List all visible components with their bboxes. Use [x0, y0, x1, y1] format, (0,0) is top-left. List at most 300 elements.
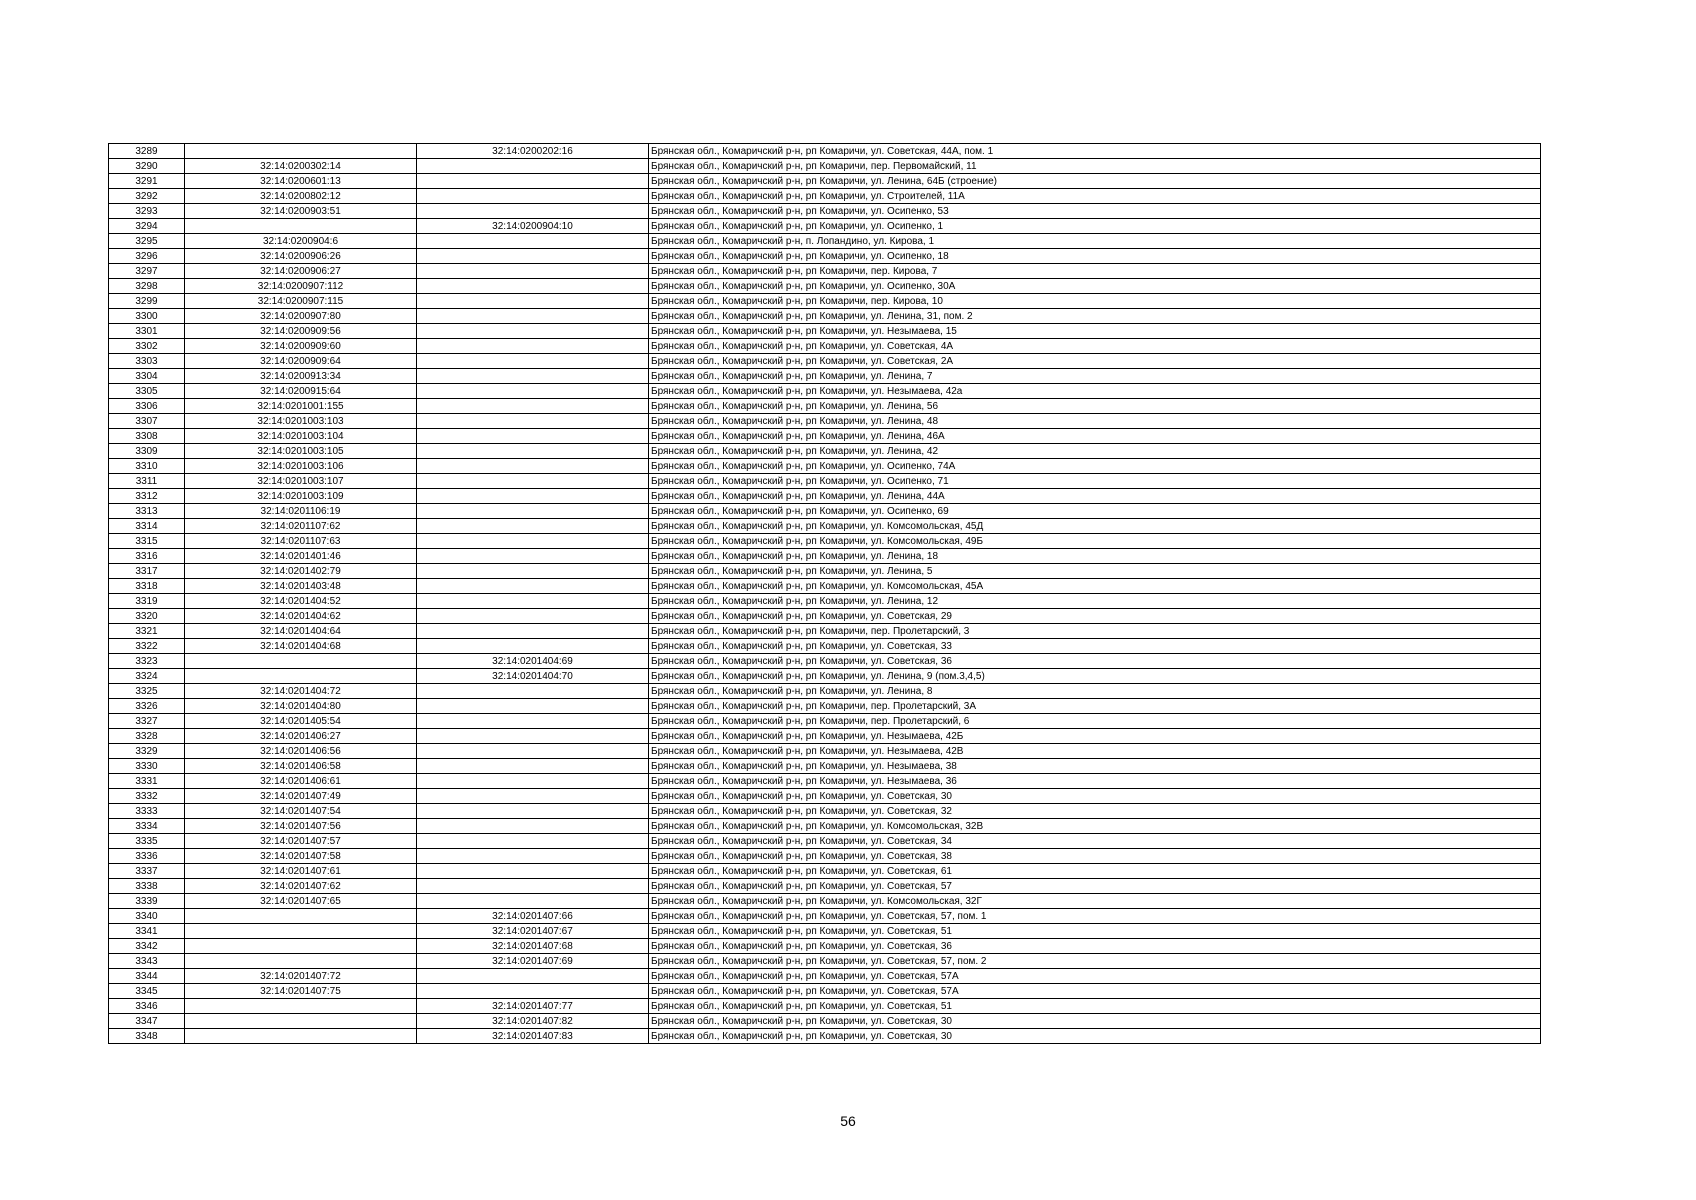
address-cell: Брянская обл., Комаричский р-н, рп Комаричи, ул. Советская, 32 [649, 804, 1541, 819]
address-cell: Брянская обл., Комаричский р-н, рп Комаричи, пер. Первомайский, 11 [649, 159, 1541, 174]
row-number-cell: 3317 [109, 564, 185, 579]
row-number-cell: 3338 [109, 879, 185, 894]
table-row [109, 804, 1541, 819]
cadastral-number-alt-cell [417, 519, 649, 534]
row-number-cell: 3292 [109, 189, 185, 204]
address-cell: Брянская обл., Комаричский р-н, рп Комаричи, ул. Осипенко, 69 [649, 504, 1541, 519]
table-row [109, 669, 1541, 684]
cadastral-number-alt-cell [417, 459, 649, 474]
row-number-cell: 3332 [109, 789, 185, 804]
cadastral-number-cell: 32:14:0201407:54 [185, 804, 417, 819]
row-number-cell: 3295 [109, 234, 185, 249]
row-number-cell: 3325 [109, 684, 185, 699]
property-register-table [108, 143, 1541, 1044]
address-cell: Брянская обл., Комаричский р-н, рп Комаричи, ул. Советская, 61 [649, 864, 1541, 879]
cadastral-number-cell: 32:14:0201406:56 [185, 744, 417, 759]
row-number-cell: 3334 [109, 819, 185, 834]
cadastral-number-alt-cell: 32:14:0201407:77 [417, 999, 649, 1014]
table-row [109, 549, 1541, 564]
row-number-cell: 3293 [109, 204, 185, 219]
address-cell: Брянская обл., Комаричский р-н, рп Комаричи, ул. Осипенко, 18 [649, 249, 1541, 264]
table-row [109, 474, 1541, 489]
cadastral-number-cell: 32:14:0201407:49 [185, 789, 417, 804]
cadastral-number-cell [185, 219, 417, 234]
cadastral-number-cell [185, 1014, 417, 1029]
table-row [109, 234, 1541, 249]
cadastral-number-alt-cell [417, 159, 649, 174]
cadastral-number-cell: 32:14:0201404:62 [185, 609, 417, 624]
table-row [109, 924, 1541, 939]
cadastral-number-alt-cell: 32:14:0201407:69 [417, 954, 649, 969]
address-cell: Брянская обл., Комаричский р-н, рп Комаричи, ул. Комсомольская, 45Д [649, 519, 1541, 534]
address-cell: Брянская обл., Комаричский р-н, рп Комаричи, ул. Незымаева, 15 [649, 324, 1541, 339]
table-row [109, 324, 1541, 339]
row-number-cell: 3345 [109, 984, 185, 999]
cadastral-number-alt-cell [417, 249, 649, 264]
table-row [109, 414, 1541, 429]
address-cell: Брянская обл., Комаричский р-н, рп Комаричи, пер. Пролетарский, 3 [649, 624, 1541, 639]
row-number-cell: 3300 [109, 309, 185, 324]
table-row [109, 144, 1541, 159]
cadastral-number-cell: 32:14:0201106:19 [185, 504, 417, 519]
address-cell: Брянская обл., Комаричский р-н, рп Комаричи, ул. Комсомольская, 45А [649, 579, 1541, 594]
cadastral-number-cell: 32:14:0201003:103 [185, 414, 417, 429]
address-cell: Брянская обл., Комаричский р-н, рп Комаричи, ул. Советская, 57 [649, 879, 1541, 894]
row-number-cell: 3299 [109, 294, 185, 309]
table-row [109, 969, 1541, 984]
cadastral-number-alt-cell [417, 339, 649, 354]
table-row [109, 519, 1541, 534]
table-row [109, 294, 1541, 309]
row-number-cell: 3335 [109, 834, 185, 849]
row-number-cell: 3324 [109, 669, 185, 684]
cadastral-number-cell [185, 999, 417, 1014]
cadastral-number-alt-cell [417, 804, 649, 819]
cadastral-number-alt-cell [417, 789, 649, 804]
cadastral-number-cell [185, 669, 417, 684]
cadastral-number-cell: 32:14:0201403:48 [185, 579, 417, 594]
address-cell: Брянская обл., Комаричский р-н, рп Комаричи, ул. Советская, 51 [649, 999, 1541, 1014]
table-row [109, 864, 1541, 879]
cadastral-number-cell: 32:14:0201003:106 [185, 459, 417, 474]
cadastral-number-cell: 32:14:0200907:115 [185, 294, 417, 309]
table-row [109, 789, 1541, 804]
address-cell: Брянская обл., Комаричский р-н, рп Комаричи, ул. Незымаева, 42а [649, 384, 1541, 399]
row-number-cell: 3340 [109, 909, 185, 924]
row-number-cell: 3339 [109, 894, 185, 909]
address-cell: Брянская обл., Комаричский р-н, рп Комаричи, ул. Ленина, 48 [649, 414, 1541, 429]
address-cell: Брянская обл., Комаричский р-н, рп Комаричи, ул. Советская, 33 [649, 639, 1541, 654]
table-row [109, 1014, 1541, 1029]
table-row [109, 309, 1541, 324]
address-cell: Брянская обл., Комаричский р-н, рп Комаричи, ул. Советская, 30 [649, 1029, 1541, 1044]
cadastral-number-alt-cell [417, 849, 649, 864]
cadastral-number-alt-cell [417, 714, 649, 729]
table-row [109, 594, 1541, 609]
cadastral-number-alt-cell [417, 264, 649, 279]
cadastral-number-alt-cell [417, 369, 649, 384]
row-number-cell: 3318 [109, 579, 185, 594]
table-row [109, 1029, 1541, 1044]
row-number-cell: 3301 [109, 324, 185, 339]
row-number-cell: 3310 [109, 459, 185, 474]
address-cell: Брянская обл., Комаричский р-н, рп Комаричи, ул. Советская, 2А [649, 354, 1541, 369]
cadastral-number-alt-cell [417, 744, 649, 759]
cadastral-number-alt-cell: 32:14:0201407:68 [417, 939, 649, 954]
cadastral-number-cell [185, 909, 417, 924]
cadastral-number-cell: 32:14:0201407:57 [185, 834, 417, 849]
address-cell: Брянская обл., Комаричский р-н, рп Комаричи, ул. Комсомольская, 32Г [649, 894, 1541, 909]
address-cell: Брянская обл., Комаричский р-н, рп Комаричи, пер. Пролетарский, 6 [649, 714, 1541, 729]
cadastral-number-alt-cell [417, 174, 649, 189]
row-number-cell: 3327 [109, 714, 185, 729]
cadastral-number-alt-cell [417, 984, 649, 999]
cadastral-number-cell: 32:14:0200909:56 [185, 324, 417, 339]
cadastral-number-cell: 32:14:0201401:46 [185, 549, 417, 564]
cadastral-number-cell: 32:14:0200909:64 [185, 354, 417, 369]
row-number-cell: 3314 [109, 519, 185, 534]
cadastral-number-alt-cell [417, 609, 649, 624]
cadastral-number-alt-cell: 32:14:0200904:10 [417, 219, 649, 234]
table-row [109, 189, 1541, 204]
table-row [109, 684, 1541, 699]
cadastral-number-alt-cell [417, 414, 649, 429]
address-cell: Брянская обл., Комаричский р-н, рп Комаричи, ул. Строителей, 11А [649, 189, 1541, 204]
address-cell: Брянская обл., Комаричский р-н, рп Комаричи, ул. Советская, 29 [649, 609, 1541, 624]
address-cell: Брянская обл., Комаричский р-н, рп Комаричи, ул. Советская, 38 [649, 849, 1541, 864]
row-number-cell: 3303 [109, 354, 185, 369]
cadastral-number-alt-cell: 32:14:0201407:82 [417, 1014, 649, 1029]
table-row [109, 564, 1541, 579]
cadastral-number-alt-cell [417, 819, 649, 834]
address-cell: Брянская обл., Комаричский р-н, рп Комаричи, ул. Советская, 44А, пом. 1 [649, 144, 1541, 159]
cadastral-number-cell: 32:14:0200802:12 [185, 189, 417, 204]
cadastral-number-cell: 32:14:0200601:13 [185, 174, 417, 189]
cadastral-number-alt-cell [417, 579, 649, 594]
table-row [109, 384, 1541, 399]
cadastral-number-cell: 32:14:0200903:51 [185, 204, 417, 219]
cadastral-number-alt-cell [417, 564, 649, 579]
table-row [109, 894, 1541, 909]
table-row [109, 264, 1541, 279]
row-number-cell: 3307 [109, 414, 185, 429]
row-number-cell: 3290 [109, 159, 185, 174]
row-number-cell: 3347 [109, 1014, 185, 1029]
row-number-cell: 3316 [109, 549, 185, 564]
row-number-cell: 3342 [109, 939, 185, 954]
address-cell: Брянская обл., Комаричский р-н, рп Комаричи, ул. Незымаева, 42Б [649, 729, 1541, 744]
row-number-cell: 3343 [109, 954, 185, 969]
row-number-cell: 3326 [109, 699, 185, 714]
row-number-cell: 3294 [109, 219, 185, 234]
cadastral-number-cell: 32:14:0200913:34 [185, 369, 417, 384]
cadastral-number-cell: 32:14:0201404:68 [185, 639, 417, 654]
table-row [109, 204, 1541, 219]
cadastral-number-alt-cell [417, 624, 649, 639]
cadastral-number-alt-cell [417, 699, 649, 714]
cadastral-number-alt-cell [417, 279, 649, 294]
table-row [109, 534, 1541, 549]
row-number-cell: 3289 [109, 144, 185, 159]
cadastral-number-alt-cell [417, 474, 649, 489]
cadastral-number-alt-cell: 32:14:0201407:67 [417, 924, 649, 939]
row-number-cell: 3308 [109, 429, 185, 444]
address-cell: Брянская обл., Комаричский р-н, рп Комаричи, ул. Ленина, 8 [649, 684, 1541, 699]
cadastral-number-cell: 32:14:0200907:112 [185, 279, 417, 294]
table-row [109, 219, 1541, 234]
row-number-cell: 3313 [109, 504, 185, 519]
table-row [109, 654, 1541, 669]
table-row [109, 174, 1541, 189]
address-cell: Брянская обл., Комаричский р-н, рп Комаричи, пер. Пролетарский, 3А [649, 699, 1541, 714]
row-number-cell: 3337 [109, 864, 185, 879]
row-number-cell: 3304 [109, 369, 185, 384]
cadastral-number-cell: 32:14:0200907:80 [185, 309, 417, 324]
cadastral-number-alt-cell [417, 684, 649, 699]
address-cell: Брянская обл., Комаричский р-н, рп Комаричи, ул. Советская, 57, пом. 2 [649, 954, 1541, 969]
cadastral-number-cell [185, 144, 417, 159]
cadastral-number-cell: 32:14:0200904:6 [185, 234, 417, 249]
cadastral-number-cell: 32:14:0201107:63 [185, 534, 417, 549]
address-cell: Брянская обл., Комаричский р-н, рп Комаричи, ул. Осипенко, 74А [649, 459, 1541, 474]
cadastral-number-alt-cell [417, 489, 649, 504]
cadastral-number-alt-cell [417, 234, 649, 249]
row-number-cell: 3309 [109, 444, 185, 459]
cadastral-number-alt-cell [417, 309, 649, 324]
address-cell: Брянская обл., Комаричский р-н, рп Комаричи, ул. Ленина, 42 [649, 444, 1541, 459]
cadastral-number-alt-cell [417, 504, 649, 519]
cadastral-number-cell: 32:14:0200906:27 [185, 264, 417, 279]
cadastral-number-cell: 32:14:0201406:58 [185, 759, 417, 774]
cadastral-number-alt-cell [417, 969, 649, 984]
cadastral-number-cell: 32:14:0201404:52 [185, 594, 417, 609]
table-row [109, 909, 1541, 924]
address-cell: Брянская обл., Комаричский р-н, рп Комаричи, пер. Кирова, 7 [649, 264, 1541, 279]
cadastral-number-cell: 32:14:0201404:64 [185, 624, 417, 639]
cadastral-number-cell: 32:14:0201402:79 [185, 564, 417, 579]
table-row [109, 879, 1541, 894]
cadastral-number-cell: 32:14:0201001:155 [185, 399, 417, 414]
address-cell: Брянская обл., Комаричский р-н, рп Комаричи, ул. Осипенко, 53 [649, 204, 1541, 219]
address-cell: Брянская обл., Комаричский р-н, рп Комаричи, ул. Незымаева, 42В [649, 744, 1541, 759]
table-row [109, 369, 1541, 384]
cadastral-number-cell: 32:14:0201407:58 [185, 849, 417, 864]
cadastral-number-alt-cell [417, 864, 649, 879]
address-cell: Брянская обл., Комаричский р-н, рп Комаричи, ул. Ленина, 18 [649, 549, 1541, 564]
row-number-cell: 3336 [109, 849, 185, 864]
cadastral-number-alt-cell: 32:14:0201407:66 [417, 909, 649, 924]
cadastral-number-alt-cell [417, 879, 649, 894]
address-cell: Брянская обл., Комаричский р-н, рп Комаричи, ул. Советская, 30 [649, 789, 1541, 804]
row-number-cell: 3344 [109, 969, 185, 984]
address-cell: Брянская обл., Комаричский р-н, рп Комаричи, ул. Советская, 36 [649, 939, 1541, 954]
cadastral-number-alt-cell [417, 534, 649, 549]
cadastral-number-cell: 32:14:0201407:62 [185, 879, 417, 894]
cadastral-number-alt-cell [417, 834, 649, 849]
cadastral-number-alt-cell: 32:14:0201404:69 [417, 654, 649, 669]
row-number-cell: 3330 [109, 759, 185, 774]
table-row [109, 459, 1541, 474]
table-row [109, 354, 1541, 369]
row-number-cell: 3306 [109, 399, 185, 414]
row-number-cell: 3322 [109, 639, 185, 654]
cadastral-number-cell: 32:14:0201107:62 [185, 519, 417, 534]
address-cell: Брянская обл., Комаричский р-н, рп Комаричи, ул. Комсомольская, 32В [649, 819, 1541, 834]
address-cell: Брянская обл., Комаричский р-н, рп Комаричи, ул. Комсомольская, 49Б [649, 534, 1541, 549]
table-row [109, 609, 1541, 624]
address-cell: Брянская обл., Комаричский р-н, рп Комаричи, ул. Ленина, 64Б (строение) [649, 174, 1541, 189]
cadastral-number-alt-cell [417, 594, 649, 609]
address-cell: Брянская обл., Комаричский р-н, рп Комаричи, ул. Ленина, 31, пом. 2 [649, 309, 1541, 324]
address-cell: Брянская обл., Комаричский р-н, рп Комаричи, ул. Советская, 34 [649, 834, 1541, 849]
cadastral-number-alt-cell [417, 324, 649, 339]
address-cell: Брянская обл., Комаричский р-н, рп Комаричи, ул. Незымаева, 38 [649, 759, 1541, 774]
cadastral-number-cell: 32:14:0201407:75 [185, 984, 417, 999]
table-row [109, 429, 1541, 444]
cadastral-number-cell: 32:14:0201003:107 [185, 474, 417, 489]
table-row [109, 954, 1541, 969]
row-number-cell: 3296 [109, 249, 185, 264]
row-number-cell: 3323 [109, 654, 185, 669]
table-body [109, 144, 1541, 1044]
address-cell: Брянская обл., Комаричский р-н, рп Комаричи, ул. Ленина, 7 [649, 369, 1541, 384]
row-number-cell: 3291 [109, 174, 185, 189]
address-cell: Брянская обл., Комаричский р-н, п. Лопандино, ул. Кирова, 1 [649, 234, 1541, 249]
table-row [109, 624, 1541, 639]
row-number-cell: 3333 [109, 804, 185, 819]
address-cell: Брянская обл., Комаричский р-н, рп Комаричи, ул. Осипенко, 30А [649, 279, 1541, 294]
cadastral-number-cell [185, 954, 417, 969]
row-number-cell: 3346 [109, 999, 185, 1014]
cadastral-number-cell: 32:14:0200909:60 [185, 339, 417, 354]
table-row [109, 699, 1541, 714]
table-row [109, 639, 1541, 654]
address-cell: Брянская обл., Комаричский р-н, рп Комаричи, ул. Осипенко, 71 [649, 474, 1541, 489]
table-row [109, 444, 1541, 459]
table-row [109, 744, 1541, 759]
cadastral-number-cell: 32:14:0201003:109 [185, 489, 417, 504]
row-number-cell: 3329 [109, 744, 185, 759]
cadastral-number-cell: 32:14:0201404:80 [185, 699, 417, 714]
cadastral-number-cell: 32:14:0201407:56 [185, 819, 417, 834]
table-row [109, 489, 1541, 504]
table-row [109, 279, 1541, 294]
cadastral-number-alt-cell [417, 204, 649, 219]
table-row [109, 504, 1541, 519]
table-row [109, 339, 1541, 354]
cadastral-number-alt-cell [417, 294, 649, 309]
cadastral-number-alt-cell [417, 399, 649, 414]
address-cell: Брянская обл., Комаричский р-н, рп Комаричи, ул. Советская, 57А [649, 969, 1541, 984]
cadastral-number-alt-cell: 32:14:0200202:16 [417, 144, 649, 159]
row-number-cell: 3302 [109, 339, 185, 354]
cadastral-number-cell: 32:14:0200302:14 [185, 159, 417, 174]
address-cell: Брянская обл., Комаричский р-н, рп Комаричи, ул. Незымаева, 36 [649, 774, 1541, 789]
address-cell: Брянская обл., Комаричский р-н, рп Комаричи, ул. Ленина, 9 (пом.3,4,5) [649, 669, 1541, 684]
address-cell: Брянская обл., Комаричский р-н, рп Комаричи, ул. Советская, 30 [649, 1014, 1541, 1029]
table-row [109, 714, 1541, 729]
table-row [109, 774, 1541, 789]
page-number: 56 [840, 1113, 856, 1129]
cadastral-number-alt-cell [417, 759, 649, 774]
cadastral-number-alt-cell [417, 384, 649, 399]
row-number-cell: 3319 [109, 594, 185, 609]
row-number-cell: 3341 [109, 924, 185, 939]
cadastral-number-alt-cell [417, 639, 649, 654]
table-row [109, 849, 1541, 864]
row-number-cell: 3315 [109, 534, 185, 549]
cadastral-number-cell: 32:14:0200915:64 [185, 384, 417, 399]
cadastral-number-alt-cell: 32:14:0201404:70 [417, 669, 649, 684]
cadastral-number-alt-cell [417, 729, 649, 744]
cadastral-number-cell: 32:14:0201407:72 [185, 969, 417, 984]
address-cell: Брянская обл., Комаричский р-н, рп Комаричи, ул. Советская, 57, пом. 1 [649, 909, 1541, 924]
table-row [109, 819, 1541, 834]
row-number-cell: 3298 [109, 279, 185, 294]
cadastral-number-alt-cell [417, 774, 649, 789]
cadastral-number-cell: 32:14:0201407:65 [185, 894, 417, 909]
address-cell: Брянская обл., Комаричский р-н, рп Комаричи, ул. Советская, 4А [649, 339, 1541, 354]
row-number-cell: 3331 [109, 774, 185, 789]
table-row [109, 729, 1541, 744]
table-row [109, 759, 1541, 774]
table-row [109, 834, 1541, 849]
row-number-cell: 3312 [109, 489, 185, 504]
cadastral-number-alt-cell [417, 429, 649, 444]
address-cell: Брянская обл., Комаричский р-н, рп Комаричи, ул. Советская, 51 [649, 924, 1541, 939]
table-row [109, 159, 1541, 174]
row-number-cell: 3328 [109, 729, 185, 744]
cadastral-number-cell [185, 939, 417, 954]
cadastral-number-cell: 32:14:0201404:72 [185, 684, 417, 699]
row-number-cell: 3348 [109, 1029, 185, 1044]
table-row [109, 939, 1541, 954]
cadastral-number-alt-cell [417, 894, 649, 909]
cadastral-number-alt-cell: 32:14:0201407:83 [417, 1029, 649, 1044]
address-cell: Брянская обл., Комаричский р-н, рп Комаричи, ул. Советская, 36 [649, 654, 1541, 669]
address-cell: Брянская обл., Комаричский р-н, рп Комаричи, ул. Ленина, 5 [649, 564, 1541, 579]
row-number-cell: 3297 [109, 264, 185, 279]
table-row [109, 984, 1541, 999]
cadastral-number-cell: 32:14:0200906:26 [185, 249, 417, 264]
cadastral-number-cell: 32:14:0201406:61 [185, 774, 417, 789]
row-number-cell: 3320 [109, 609, 185, 624]
cadastral-number-cell: 32:14:0201405:54 [185, 714, 417, 729]
cadastral-number-alt-cell [417, 444, 649, 459]
address-cell: Брянская обл., Комаричский р-н, рп Комаричи, ул. Ленина, 44А [649, 489, 1541, 504]
cadastral-number-cell [185, 924, 417, 939]
cadastral-number-alt-cell [417, 189, 649, 204]
cadastral-number-cell [185, 1029, 417, 1044]
cadastral-number-alt-cell [417, 549, 649, 564]
row-number-cell: 3305 [109, 384, 185, 399]
address-cell: Брянская обл., Комаричский р-н, рп Комаричи, ул. Ленина, 56 [649, 399, 1541, 414]
row-number-cell: 3321 [109, 624, 185, 639]
cadastral-number-cell: 32:14:0201406:27 [185, 729, 417, 744]
address-cell: Брянская обл., Комаричский р-н, рп Комаричи, ул. Осипенко, 1 [649, 219, 1541, 234]
address-cell: Брянская обл., Комаричский р-н, рп Комаричи, ул. Ленина, 12 [649, 594, 1541, 609]
cadastral-number-alt-cell [417, 354, 649, 369]
address-cell: Брянская обл., Комаричский р-н, рп Комаричи, ул. Советская, 57А [649, 984, 1541, 999]
row-number-cell: 3311 [109, 474, 185, 489]
cadastral-number-cell: 32:14:0201003:104 [185, 429, 417, 444]
cadastral-number-cell [185, 654, 417, 669]
address-cell: Брянская обл., Комаричский р-н, рп Комаричи, пер. Кирова, 10 [649, 294, 1541, 309]
cadastral-number-cell: 32:14:0201407:61 [185, 864, 417, 879]
table-row [109, 399, 1541, 414]
table-row [109, 249, 1541, 264]
table-row [109, 579, 1541, 594]
